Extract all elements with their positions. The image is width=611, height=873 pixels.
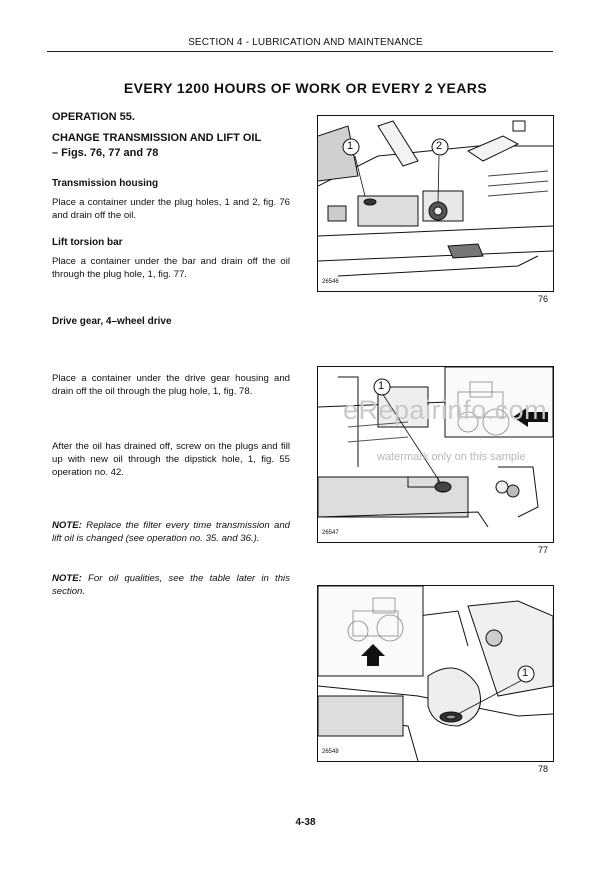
figure-78-illustration [317,585,554,762]
note-oil-qualities [52,572,290,598]
callout-1-label: 1 [347,140,354,152]
para-transmission-housing: Place a container under the plug holes, 1 and 2, fig. 76 and drain off the oil. [52,197,290,221]
operation-heading-line1: CHANGE TRANSMISSION AND LIFT OIL [52,132,262,144]
figure-code: 26546 [322,279,339,285]
figure-78-drawing [318,586,553,761]
operation-number: OPERATION 55. [52,111,135,123]
header-divider [47,51,553,52]
callout-1-label: 1 [522,667,529,679]
watermark-main: eRepairinfo.com [343,395,548,425]
figure-76-illustration [317,115,554,292]
figure-76-number: 76 [538,294,549,304]
callout-2-label: 2 [436,140,443,152]
section-header: SECTION 4 - LUBRICATION AND MAINTENANCE [188,37,423,48]
figure-code: 26547 [322,530,339,536]
note-filter [52,519,290,545]
para-lift-torsion-bar: Place a container under the bar and drain off the oil through the plug hole, 1, fig. 77. [52,256,290,280]
note-text: For oil qualities, see the table later in this section. [52,573,290,597]
figure-78-number: 78 [538,764,549,774]
operation-heading [52,131,292,161]
page-title: EVERY 1200 HOURS OF WORK OR EVERY 2 YEARS [123,80,488,96]
page-number: 4-38 [295,817,316,828]
figure-77-number: 77 [538,545,549,555]
note-text: Replace the filter every time transmission and lift oil is changed (see operation no. 35. and 36.). [52,520,290,544]
para-drive-gear: Place a container under the drive gear housing and drain off the oil through the plug hole, 1, fig. 78. [52,373,290,397]
note-label: NOTE: [52,573,82,584]
subheading-lift-torsion-bar: Lift torsion bar [52,237,123,248]
subheading-transmission-housing: Transmission housing [52,178,159,189]
subheading-drive-gear: Drive gear, 4–wheel drive [52,316,172,327]
figure-code: 26548 [322,749,339,755]
watermark-sub: watermark only on this sample [377,451,526,463]
para-after-drain: After the oil has drained off, screw on the plugs and fill up with new oil through the dipstick hole, 1, fig. 55 operation no. 42. [52,441,290,478]
operation-heading-line2: – Figs. 76, 77 and 78 [52,147,159,159]
callout-1-label: 1 [378,380,385,392]
note-label: NOTE: [52,520,82,531]
